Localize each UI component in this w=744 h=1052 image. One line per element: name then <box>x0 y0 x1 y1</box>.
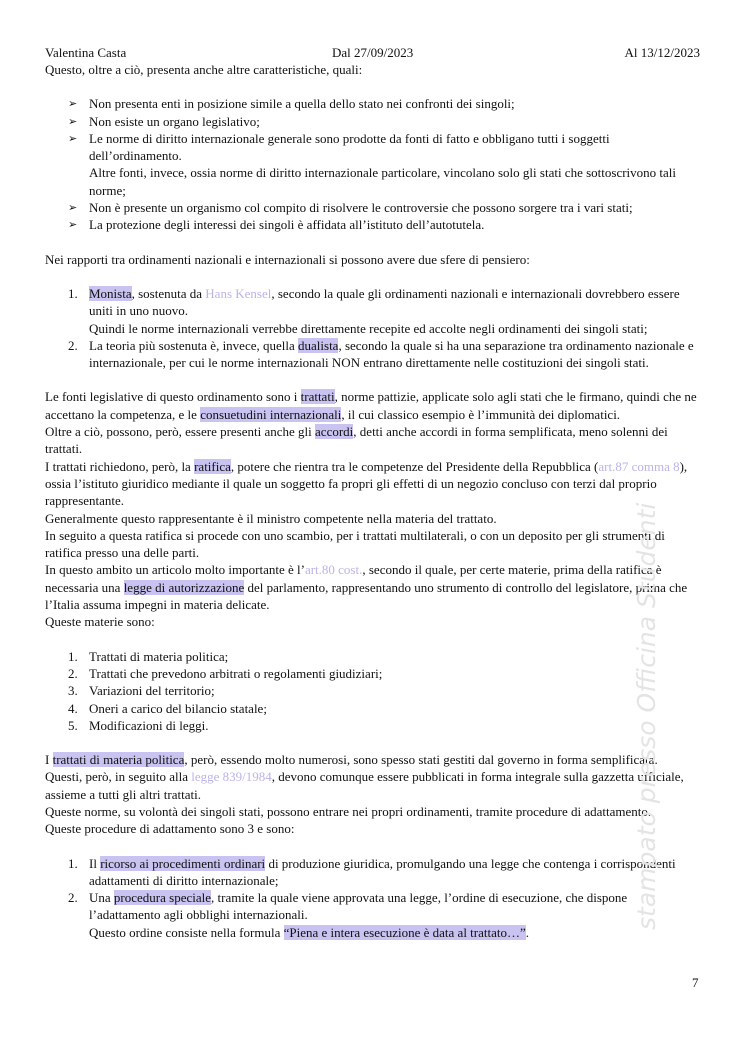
matters-intro: Queste materie sono: <box>45 614 155 630</box>
watermark: stampato presso Officina Studenti <box>632 502 661 930</box>
list-item: 1. Il ricorso ai procedimenti ordinari di produzione giuridica, promulgando una legge che contenga i corrispondenti adattamenti di diritto internazionale; <box>68 855 676 888</box>
header-author: Valentina Casta <box>45 45 127 60</box>
political-treaties-paragraph: I trattati di materia politica, però, essendo molto numerosi, sono spesso stati gestiti dal governo in forma semplificata. <box>45 752 658 768</box>
list-item: 4. Oneri a carico del bilancio statale; <box>68 700 267 716</box>
procedures-intro: Queste procedure di adattamento sono 3 e sono: <box>45 821 295 837</box>
list-item: 1. Trattati di materia politica; <box>68 648 229 664</box>
list-item: 5. Modificazioni di leggi. <box>68 717 209 733</box>
highlight: consuetudini internazionali <box>200 406 342 422</box>
list-item: ➢ Non presenta enti in posizione simile a quella dello stato nei confronti dei singoli; <box>68 95 700 112</box>
highlight: Monista <box>89 285 132 301</box>
highlight: ratifica <box>194 458 231 474</box>
page-header <box>45 44 700 61</box>
list-item: ➢ Non esiste un organo legislativo; <box>68 113 700 130</box>
header-end-date: Al 13/12/2023 <box>624 45 700 60</box>
list-item: ➢ Le norme di diritto internazionale generale sono prodotte da fonti di fatto e obbligano tutti i soggetti dell’ordinamento. Altre fonti, invece, ossia norme di diritto internazionale particolare, vincolano solo gli stati che sottoscrivono tali norme; <box>68 130 700 199</box>
highlight: legge di autorizzazione <box>123 579 245 595</box>
list-item: 2. La teoria più sostenuta è, invece, quella dualista, secondo la quale si ha una separazione tra ordinamento nazionale e internazionale, per cui le norme internazionali NON entrano direttamente nelle costituzioni dei singoli stati. <box>68 337 694 371</box>
characteristics-list <box>45 95 700 233</box>
procedures-list <box>45 855 700 941</box>
representative-paragraph: Generalmente questo rappresentante è il ministro competente nella materia del trattato. <box>45 510 497 526</box>
highlight: ricorso ai procedimenti ordinari <box>100 855 266 871</box>
header-start-date: Dal 27/09/2023 <box>332 45 414 60</box>
relations-intro: Nei rapporti tra ordinamenti nazionali e internazionali si possono avere due sfere di pensiero: <box>45 251 530 267</box>
list-item: 2. Una procedura speciale, tramite la quale viene approvata una legge, l’ordine di esecuzione, che dispone l’adattamento agli obblighi internazionali. Questo ordine consiste nella formula “Piena e intera esecuzione è data al trattato…”. <box>68 890 628 940</box>
matters-list <box>45 648 700 734</box>
sources-paragraph: Le fonti legislative di questo ordinamento sono i trattati, norme pattizie, applicate solo agli stati che le firmano, quindi che ne accettano la competenza, e le consuetudini internazionali, il cui classico esempio è l’immunità dei diplomatici. <box>45 389 697 422</box>
highlight: dualista <box>298 337 339 353</box>
intro-paragraph: Questo, oltre a ciò, presenta anche altre caratteristiche, quali: <box>45 62 363 77</box>
list-item: 2. Trattati che prevedono arbitrati o regolamenti giudiziari; <box>68 665 383 681</box>
adaptation-paragraph: Queste norme, su volontà dei singoli stati, possono entrare nei propri ordinamenti, tramite procedure di adattamento. <box>45 803 652 819</box>
highlight: “Piena e intera esecuzione è data al trattato…” <box>283 924 526 940</box>
highlight: procedura speciale <box>113 890 212 906</box>
highlight: trattati <box>300 389 335 405</box>
reference-link: art.80 cost. <box>304 562 363 578</box>
list-item: 3. Variazioni del territorio; <box>68 683 215 699</box>
list-item: 1. Monista, sostenuta da Hans Kensel, secondo la quale gli ordinamenti nazionali e internazionali dovrebbero essere uniti in uno nuovo. Quindi le norme internazionali verrebbe direttamente recepite ed accolte negli ordinamenti dei singoli stati; <box>68 285 680 336</box>
list-item: ➢ La protezione degli interessi dei singoli è affidata all’istituto dell’autotutela. <box>68 216 700 233</box>
document-page <box>45 44 700 941</box>
publication-paragraph: Questi, però, in seguito alla legge 839/1984, devono comunque essere pubblicati in forma integrale sulla gazzetta ufficiale, assieme a tutti gli altri trattati. <box>45 769 684 802</box>
list-item: ➢ Non è presente un organismo col compito di risolvere le controversie che possono sorgere tra i vari stati; <box>68 199 700 216</box>
exchange-paragraph: In seguito a questa ratifica si procede con uno scambio, per i trattati multilaterali, o con un deposito per gli strumenti di ratifica presso una delle parti. <box>45 527 665 561</box>
highlight: trattati di materia politica <box>52 752 185 768</box>
page-number: 7 <box>692 975 699 990</box>
agreements-paragraph: Oltre a ciò, possono, però, essere presenti anche gli accordi, detti anche accordi in forma semplificata, meno solenni dei trattati. <box>45 424 668 457</box>
highlight: accordi <box>315 424 354 440</box>
theories-list <box>45 285 700 371</box>
ratification-paragraph: I trattati richiedono, però, la ratifica, potere che rientra tra le competenze del Presidente della Repubblica (art.87 comma 8), ossia l’istituto giuridico mediante il quale un soggetto fa propri gli effetti di un negozio concluso con terzi dal proprio rappresentante. <box>45 458 688 509</box>
reference-link: art.87 comma 8 <box>598 458 680 474</box>
reference-link: legge 839/1984 <box>191 769 272 785</box>
article80-paragraph: In questo ambito un articolo molto importante è l’art.80 cost., secondo il quale, per certe materie, prima della ratifica è necessaria una legge di autorizzazione del parlamento, rappresentando uno strumento di controllo del legislatore, prima che l’Italia assuma impegni in materia delicate. <box>45 562 688 613</box>
reference-link: Hans Kensel <box>205 285 272 301</box>
